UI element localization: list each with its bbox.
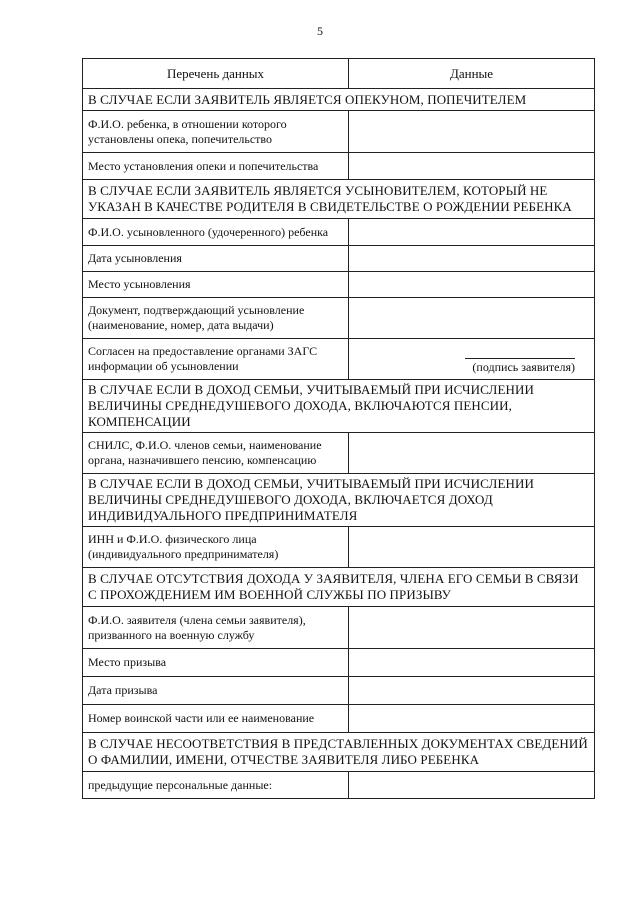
field-value-child-name-guardianship[interactable] xyxy=(349,111,595,153)
field-row xyxy=(83,677,595,705)
field-label-zags-consent: Согласен на предоставление органами ЗАГС информации об усыновлении xyxy=(83,339,349,380)
field-value-military-unit[interactable] xyxy=(349,705,595,733)
field-row xyxy=(83,649,595,677)
field-label-inn-entrepreneur: ИНН и Ф.И.О. физического лица (индивидуального предпринимателя) xyxy=(83,527,349,568)
signature-line[interactable] xyxy=(465,344,575,359)
field-value-previous-personal-data[interactable] xyxy=(349,772,595,799)
page-number: 5 xyxy=(317,24,323,38)
field-label-adoption-place: Место усыновления xyxy=(83,272,349,298)
signature-caption: (подпись заявителя) xyxy=(472,359,575,374)
table-header-row xyxy=(83,59,595,89)
field-label-conscription-place: Место призыва xyxy=(83,649,349,677)
field-value-adopted-child-name[interactable] xyxy=(349,219,595,246)
field-label-snils-pension: СНИЛС, Ф.И.О. членов семьи, наименование органа, назначившего пенсию, компенсацию xyxy=(83,433,349,474)
field-row xyxy=(83,339,595,380)
field-row xyxy=(83,219,595,246)
section-name-mismatch: В СЛУЧАЕ НЕСООТВЕТСТВИЯ В ПРЕДСТАВЛЕННЫХ ДОКУМЕНТАХ СВЕДЕНИЙ О ФАМИЛИИ, ИМЕНИ, ОТЧЕСТВЕ ЗАЯВИТЕЛЯ ЛИБО РЕБЕНКА xyxy=(83,733,595,772)
field-value-adoption-place[interactable] xyxy=(349,272,595,298)
field-row xyxy=(83,433,595,474)
section-row xyxy=(83,568,595,607)
field-label-child-name-guardianship: Ф.И.О. ребенка, в отношении которого установлены опека, попечительство xyxy=(83,111,349,153)
field-value-conscript-name[interactable] xyxy=(349,607,595,649)
section-entrepreneur: В СЛУЧАЕ ЕСЛИ В ДОХОД СЕМЬИ, УЧИТЫВАЕМЫЙ ПРИ ИСЧИСЛЕНИИ ВЕЛИЧИНЫ СРЕДНЕДУШЕВОГО ДОХОДА, ВКЛЮЧАЕТСЯ ДОХОД ИНДИВИДУАЛЬНОГО ПРЕДПРИНИМАТЕЛЯ xyxy=(83,474,595,527)
field-row xyxy=(83,153,595,180)
field-row xyxy=(83,705,595,733)
field-value-inn-entrepreneur[interactable] xyxy=(349,527,595,568)
field-row xyxy=(83,246,595,272)
field-value-zags-consent[interactable] xyxy=(349,339,595,380)
section-row xyxy=(83,89,595,111)
field-label-conscript-name: Ф.И.О. заявителя (члена семьи заявителя), призванного на военную службу xyxy=(83,607,349,649)
section-pensions: В СЛУЧАЕ ЕСЛИ В ДОХОД СЕМЬИ, УЧИТЫВАЕМЫЙ ПРИ ИСЧИСЛЕНИИ ВЕЛИЧИНЫ СРЕДНЕДУШЕВОГО ДОХОДА, ВКЛЮЧАЮТСЯ ПЕНСИИ, КОМПЕНСАЦИИ xyxy=(83,380,595,433)
column-header-data-list: Перечень данных xyxy=(83,59,349,89)
signature-block xyxy=(354,344,589,375)
field-label-military-unit: Номер воинской части или ее наименование xyxy=(83,705,349,733)
field-label-guardianship-place: Место установления опеки и попечительства xyxy=(83,153,349,180)
section-row xyxy=(83,733,595,772)
field-row xyxy=(83,111,595,153)
field-value-snils-pension[interactable] xyxy=(349,433,595,474)
field-label-previous-personal-data: предыдущие персональные данные: xyxy=(83,772,349,799)
field-label-conscription-date: Дата призыва xyxy=(83,677,349,705)
field-value-conscription-date[interactable] xyxy=(349,677,595,705)
section-guardian: В СЛУЧАЕ ЕСЛИ ЗАЯВИТЕЛЬ ЯВЛЯЕТСЯ ОПЕКУНОМ, ПОПЕЧИТЕЛЕМ xyxy=(83,89,595,111)
field-row xyxy=(83,298,595,339)
section-row xyxy=(83,180,595,219)
field-row xyxy=(83,272,595,298)
field-value-conscription-place[interactable] xyxy=(349,649,595,677)
section-row xyxy=(83,380,595,433)
column-header-data: Данные xyxy=(349,59,595,89)
field-row xyxy=(83,607,595,649)
field-label-adopted-child-name: Ф.И.О. усыновленного (удочеренного) ребенка xyxy=(83,219,349,246)
section-military-service: В СЛУЧАЕ ОТСУТСТВИЯ ДОХОДА У ЗАЯВИТЕЛЯ, ЧЛЕНА ЕГО СЕМЬИ В СВЯЗИ С ПРОХОЖДЕНИЕМ ИМ ВОЕННОЙ СЛУЖБЫ ПО ПРИЗЫВУ xyxy=(83,568,595,607)
field-label-adoption-date: Дата усыновления xyxy=(83,246,349,272)
section-adopter: В СЛУЧАЕ ЕСЛИ ЗАЯВИТЕЛЬ ЯВЛЯЕТСЯ УСЫНОВИТЕЛЕМ, КОТОРЫЙ НЕ УКАЗАН В КАЧЕСТВЕ РОДИТЕЛЯ В СВИДЕТЕЛЬСТВЕ О РОЖДЕНИИ РЕБЕНКА xyxy=(83,180,595,219)
section-row xyxy=(83,474,595,527)
field-value-adoption-date[interactable] xyxy=(349,246,595,272)
field-value-guardianship-place[interactable] xyxy=(349,153,595,180)
field-row xyxy=(83,772,595,799)
field-label-adoption-document: Документ, подтверждающий усыновление (наименование, номер, дата выдачи) xyxy=(83,298,349,339)
data-form-table xyxy=(82,58,595,799)
field-value-adoption-document[interactable] xyxy=(349,298,595,339)
field-row xyxy=(83,527,595,568)
